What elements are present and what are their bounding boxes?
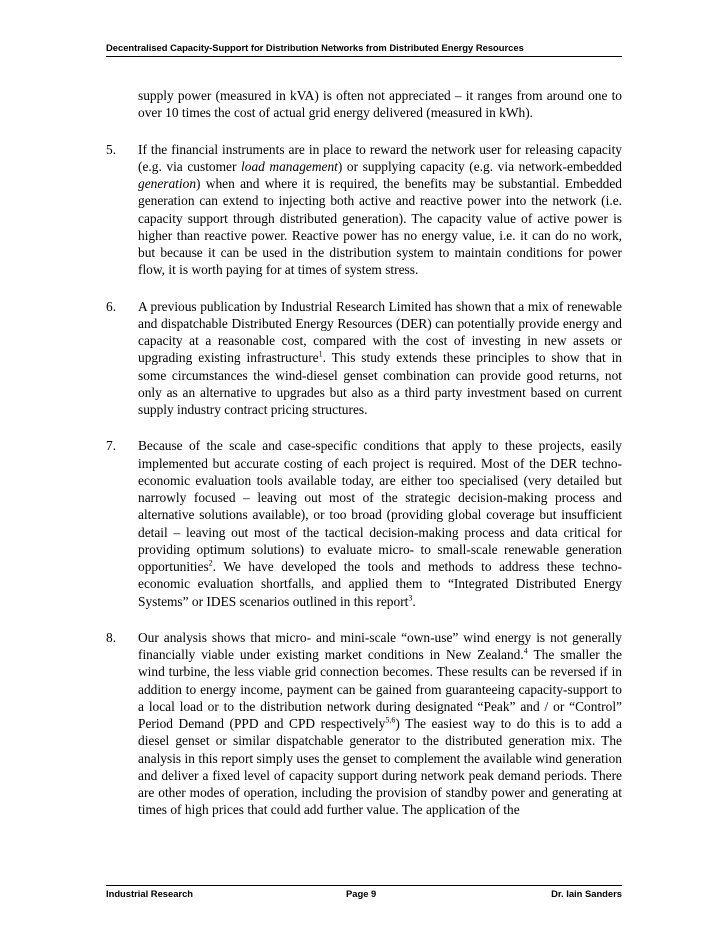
text-run: If the financial instruments are in place to reward the network user for releasing capacity (e.g. via customer xyxy=(138,141,622,174)
text-run: Because of the scale and case-specific conditions that apply to these projects, easily implemented but accurate costing of each project is required. Most of the DER techno-economic evaluation tools available today, are either too specialised (very detailed but narrowly focused – leaving out most of the strategic decision-making process and alternative solutions available), or too broad (providing global coverage but insufficient detail – leaving out most of the tactical decision-making process and data critical for providing optimum solutions) to evaluate micro- to small-scale renewable generation opportunities xyxy=(138,438,622,574)
text-run: The smaller the wind turbine, the less viable grid connection becomes. These results can be reversed if in addition to energy income, payment can be gained from guaranteeing capacity-support to a local load or to the distribution network during designated “Peak” and / or “Control” Period Demand (PPD and CPD respectively xyxy=(138,647,622,731)
page-number: Page 9 xyxy=(346,888,377,899)
footer-author: Dr. Iain Sanders xyxy=(551,888,622,899)
paragraph xyxy=(106,298,622,419)
paragraph xyxy=(106,141,622,279)
text-run: Our analysis shows that micro- and mini-scale “own-use” wind energy is not generally financially viable under existing market conditions in New Zealand. xyxy=(138,629,622,662)
emphasis-text: generation xyxy=(138,176,197,191)
paragraph-text xyxy=(138,87,622,122)
paragraph-number: 5. xyxy=(106,141,117,157)
footer-organization: Industrial Research xyxy=(106,888,194,899)
paragraph-text xyxy=(138,437,622,610)
footnote-reference: 5,6 xyxy=(385,715,396,725)
text-run: . xyxy=(412,593,416,609)
footnote-reference: 4 xyxy=(523,646,528,656)
footer-divider xyxy=(106,885,622,886)
paragraph-number: 7. xyxy=(106,438,117,454)
paragraph-number: 6. xyxy=(106,298,117,314)
running-header: Decentralised Capacity-Support for Distribution Networks from Distributed Energy Resources xyxy=(106,42,524,53)
text-run: ) when and where it is required, the benefits may be substantial. Embedded generation can extend to injecting both active and reactive power into the network (i.e. capacity support through distributed generation). The capacity value of active power is higher than reactive power. Reactive power has no energy value, i.e. it can do no work, but because it can be used in the distribution system to maintain conditions for power flow, it is worth paying for at times of system stress. xyxy=(138,176,622,278)
emphasis-text: load management xyxy=(241,158,338,174)
paragraph-text xyxy=(138,141,622,279)
running-footer xyxy=(106,888,622,900)
body-text xyxy=(106,87,622,838)
text-run: supply power (measured in kVA) is often not appreciated – it ranges from around one to over 10 times the cost of actual grid energy delivered (measured in kWh). xyxy=(138,88,622,121)
paragraph xyxy=(106,87,622,122)
paragraph-text xyxy=(138,298,622,419)
text-run: A previous publication by Industrial Research Limited has shown that a mix of renewable and dispatchable Distributed Energy Resources (DER) can potentially provide energy and capacity at a reasonable cost, compared with the cost of investing in new assets or upgrading existing infrastructure xyxy=(138,298,622,366)
paragraph xyxy=(106,437,622,610)
paragraph xyxy=(106,629,622,819)
footnote-reference: 2 xyxy=(208,558,213,568)
footnote-reference: 3 xyxy=(408,593,413,603)
paragraph-number: 8. xyxy=(106,629,117,645)
text-run: ) The easiest way to do this is to add a diesel genset or similar dispatchable generator to the distributed generation mix. The analysis in this report simply uses the genset to complement the available wind generation and deliver a fixed level of capacity support during network peak demand periods. There are other modes of operation, including the provision of standby power and generating at times of high prices that could add further value. The application of the xyxy=(138,716,622,818)
header-divider xyxy=(106,56,622,57)
paragraph-text xyxy=(138,629,622,819)
footnote-reference: 1 xyxy=(318,349,323,359)
text-run: ) or supplying capacity (e.g. via network-embedded xyxy=(337,158,622,174)
text-run: . We have developed the tools and methods to address these techno-economic evaluation shortfalls, and applied them to “Integrated Distributed Energy Systems” or IDES scenarios outlined in this report xyxy=(138,559,622,609)
text-run: . This study extends these principles to show that in some circumstances the wind-diesel genset combination can provide good returns, not only as an alternative to upgrades but also as a third party investment based on current supply industry contract pricing structures. xyxy=(138,350,622,417)
